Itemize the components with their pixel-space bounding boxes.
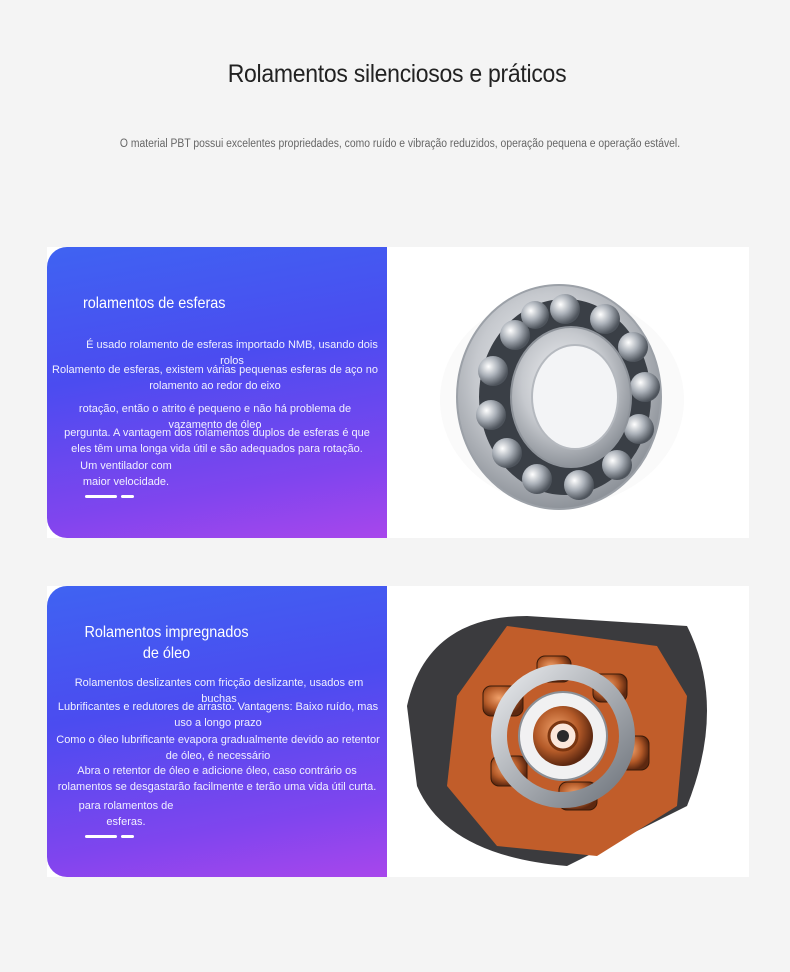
card-image-panel (387, 247, 749, 538)
page-subtitle: O material PBT possui excelentes propriedades, como ruído e vibração reduzidos, operação pequena e operação estável. (119, 138, 681, 150)
card-paragraph: Lubrificantes e redutores de arrasto. Vantagens: Baixo ruído, mas uso a longo prazo (57, 701, 379, 729)
card-text-panel (47, 586, 387, 877)
slide-indicator (121, 835, 134, 838)
slide-indicator (121, 495, 134, 498)
card-paragraph: Abra o retentor de óleo e adicione óleo, caso contrário os rolamentos se desgastarão facilmente e terão uma vida útil curta. (57, 765, 377, 793)
card-paragraph: rotação, então o atrito é pequeno e não há problema de vazamento de óleo (78, 403, 352, 431)
fan-motor-stator-photo-icon (387, 586, 749, 877)
card-text-panel (47, 247, 387, 538)
card-paragraph: Um ventilador com maior velocidade. (80, 460, 172, 488)
card-paragraph: Rolamento de esferas, existem várias pequenas esferas de aço no rolamento ao redor do eixo (52, 364, 378, 392)
slide-indicator-active (85, 835, 117, 838)
feature-card-ball-bearings (47, 247, 749, 538)
ball-bearing-photo-icon (387, 247, 749, 538)
card-image-panel (387, 586, 749, 877)
slide-indicator-active (85, 495, 117, 498)
feature-card-oil-bearings (47, 586, 749, 877)
card-paragraph: para rolamentos de esferas. (78, 800, 174, 828)
card-paragraph: pergunta. A vantagem dos rolamentos duplos de esferas é que eles têm uma longa vida útil e são adequados para rotação. (64, 427, 370, 455)
card-title: Rolamentos impregnados de óleo (84, 624, 249, 662)
card-title: rolamentos de esferas (83, 295, 226, 312)
page-title: Rolamentos silenciosos e práticos (227, 60, 567, 88)
card-paragraph: É usado rolamento de esferas importado NMB, usando dois rolos (86, 339, 378, 367)
card-paragraph: Como o óleo lubrificante evapora gradualmente devido ao retentor de óleo, é necessário (56, 734, 380, 762)
card-paragraph: Rolamentos deslizantes com fricção deslizante, usados em buchas (74, 677, 364, 705)
